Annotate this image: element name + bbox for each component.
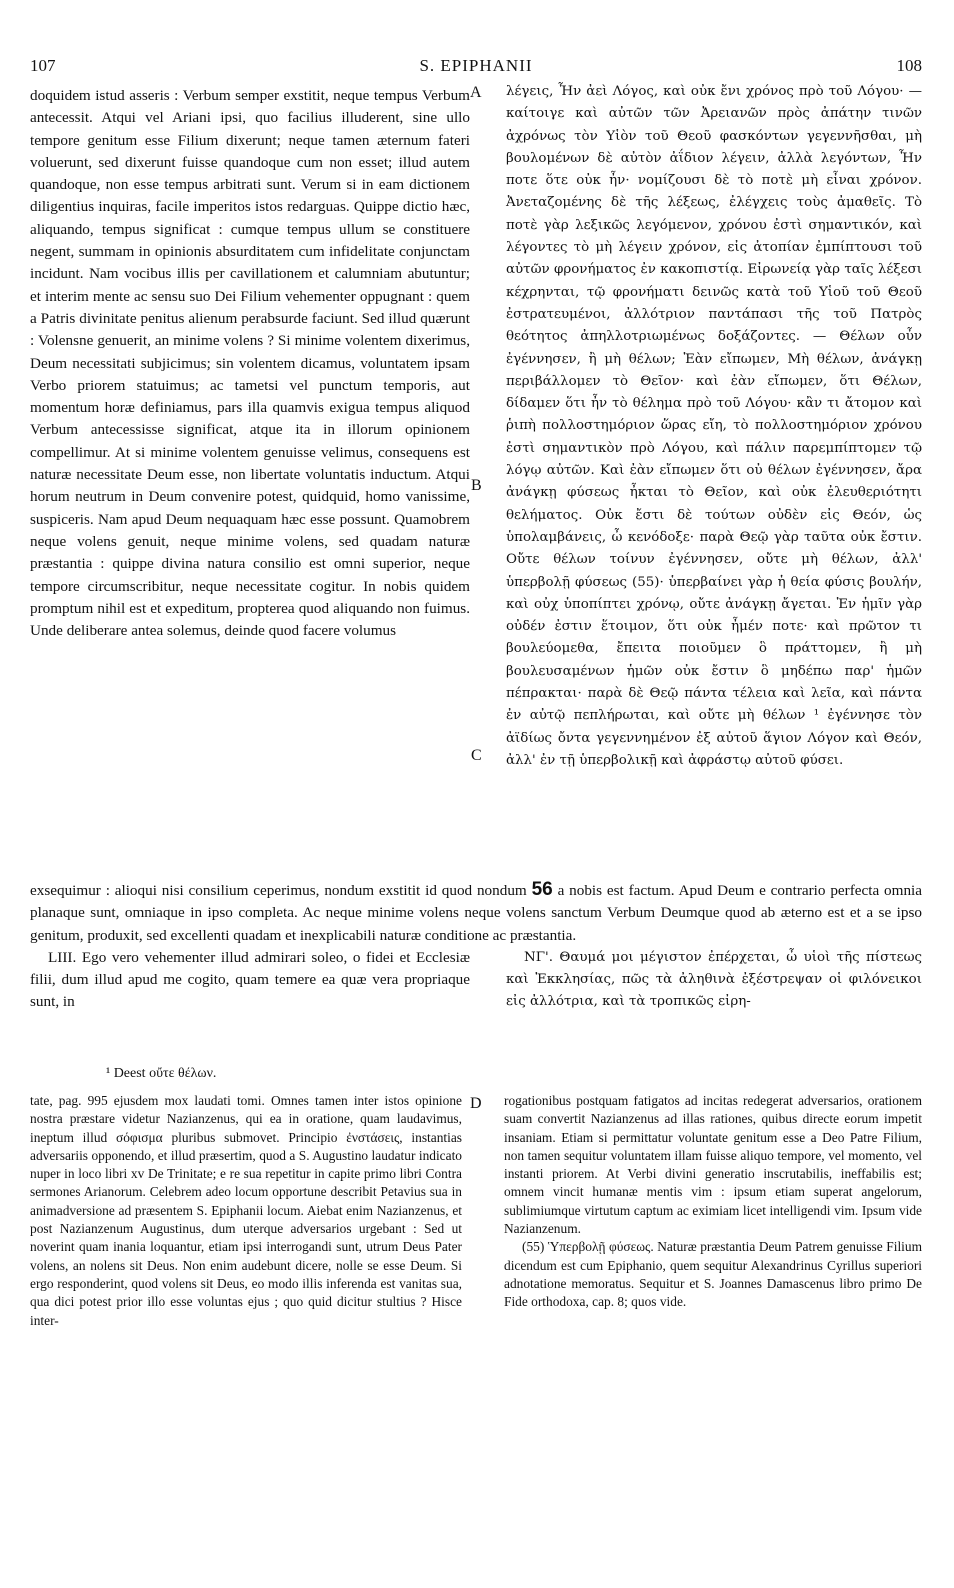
notes-right-text-1: rogationibus postquam fatigatos ad incitas redegerat adversarios, orationem suam convertit Nazianzenus ad illas rationes, quibus directe eorum impetit insaniam. Etiam si permittatur voluntate genitum esse a Deo Patre Filium, non tamen sequitur voluntatem illam fuisse aliquo tempore, vel momento, vel instanti priorem. At Verbi divini generatio inscrutabilis, ineffabilis est; omnem vincit humanæ mentis vim : ipsum etiam superat angelorum, sublimiumque virtutum captum ac eximiam licet intelligendi vim. Ipsum vide Nazianzenum. [504, 1093, 922, 1237]
notes-right-text-2: (55) Ὑπερβολῇ φύσεως. Naturæ præstantia Deum Patrem genuisse Filium dicendum est cum Epiphanio, quem sequitur Alexandrinus Cyrillus superiori adnotatione memoratus. Sequitur et S. Joannes Damascenus libro primo De Fide orthodoxa, cap. 8; quos vide. [504, 1239, 922, 1310]
section-liii-latin: LIII. Ego vero vehementer illud admirari soleo, o fidei et Ecclesiæ filii, dum illud apud me cogito, quam temere ea quæ vera propriaque sunt, in [30, 948, 470, 1011]
full-width-paragraph [30, 879, 922, 947]
margin-marker-a: A [470, 84, 482, 101]
latin-text: doquidem istud asseris : Verbum semper exstitit, neque tempus Verbum antecessit. Atqui vel Ariani ipsi, quo facilius illuderent, sine ullo tempore genitum esse Filium dixerunt; neque tamen æternum fateri voluerunt, sed dixerunt fuisse quandoque cum non esset; illud autem quandoque, non esse tempus arbitrati sunt. Verum si in eam dictionem diligentius inquiras, facile imperitos istos redarguas. Quippe dictio hæc, aliquando, tempus significat : cumque tempus ullum se constituere negent, summam in opinionis absurditatem cum infidelitate conjunctam incidunt. Nam vocibus illis per cavillationem et calumniam abutuntur; et interim mente ac sensu suo Dei Filium vehementer oppugnant : quem a Patris divinitate penitus alienum perabsurde faciunt. Sed illud quærunt : Volensne genuerit, an minime volens ? Si minime volentem dixerimus, Deum necessitati subjicimus; sin volentem dicamus, voluntatem ipsam Verbo priorem statuimus; ac tametsi vel punctum temporis, aut momentum horæ definiamus, pars illa quamvis exigua tempus aliquod Verbum antecessisse significat, atque ita in illorum opinionem compellimur. At si minime volentem genuisse velimus, consequens est naturæ necessitate Deum esse, non libertate voluntatis inductum. Atqui horum neutrum in Deum convenire potest, quidquid, homo vanissime, suspiceris. Nam apud Deum nequaquam hæc esse possunt. Quamobrem neque volens genuit, neque minime volens, sed quadam naturæ præstantia : quippe divina natura consilio est omni superior, neque tempore circumscribitur, neque necessitate cogitur. In nobis quidem promptum nihil est et expeditum, propterea quod aliquando non fuimus. Unde deliberare antea solemus, deinde quod facere volumus [30, 87, 470, 640]
page-header [30, 56, 922, 80]
page-number-left: 107 [30, 56, 56, 75]
section-liii [30, 947, 922, 1017]
full-width-text-a: exsequimur : alioqui nisi consilium ceperimus, nondum exstitit id quod nondum [30, 882, 527, 899]
notes-left-text: tate, pag. 995 ejusdem mox laudati tomi. Omnes tamen inter istos opinione nostra præstare videtur Nazianzenus, qui ea in oratione, quam laudavimus, ineptum illud σόφισμα pluribus submovet. Principio ἐνστάσεις, instantias adversariis opponendo, et illud præsertim, quod a S. Augustino laudatur indicato nuper in loco libri xv De Trinitate; e re sua repetitur in capite primo libri Contra sermones Arianorum. Celebrem adeo locum opportune describit Petavius sua in animadversione ad præsentem S. Epiphanii locum. Aiebat enim Nazianzenus, et post Nazianzenum Augustinus, dum uterque adversarios urgebant : Sed ut noverint quam inania loquantur, etiam ipsi interrogandi sunt, utrum Deus Pater volens, an nolens sit Deus. Non enim audebunt dicere, nolle se esse Deum. Si ergo responderint, quod volens sit Deus, eo modo illis inferenda est vanitas sua, qua dici potest prior illo esse voluntas ejus ; quo quid dicitur stultius ? Hisce inter- [30, 1093, 462, 1328]
book-page [30, 0, 922, 1588]
margin-marker-b: B [471, 477, 482, 494]
latin-column [30, 85, 470, 642]
margin-marker-d: D [470, 1095, 482, 1112]
full-width-text [30, 879, 922, 1017]
notes-left-column [30, 1092, 462, 1330]
footnote: ¹ Deest οὔτε θέλων. [106, 1066, 217, 1081]
section-liii-greek: ΝΓ'. Θαυμά μοι μέγιστον ἐπέρχεται, ὦ υἱοὶ τῆς πίστεως καὶ Ἐκκλησίας, πῶς τὰ ἀληθινὰ ἐξέστρεψαν οἱ φιλόνεικοι εἰς ἀλλότρια, καὶ τὰ τροπικῶς εἰρη- [506, 949, 922, 1010]
column-number: 56 [531, 879, 553, 900]
greek-column [506, 81, 922, 772]
greek-text: λέγεις, Ἦν ἀεὶ Λόγος, καὶ οὐκ ἔνι χρόνος πρὸ τοῦ Λόγου· — καίτοιγε καὶ αὐτῶν τῶν Ἀρειανῶν πρὸς ἀπάτην τινῶν ἀχρόνως τὸν Υἱὸν τοῦ Θεοῦ φασκόντων γεγεννῆσθαι, μὴ βουλομένων δὲ αὐτὸν ἀΐδιον λέγειν, ἀλλὰ λεγόντων, Ἦν ποτε ὅτε οὐκ ἦν· νομίζουσι δὲ τὸ ποτὲ μὴ εἶναι χρόνον. Ἀνεταζομένης δὲ τῆς λέξεως, ἐλέγχεις τοὺς ἀμαθεῖς. Τὸ ποτὲ γὰρ λεξικῶς λεγόμενον, χρόνου ἐστὶ σημαντικόν, καὶ λέγοντες τὸ μὴ λέγειν χρόνον, εἰς ἀτοπίαν ἐμπίπτουσι τοῦ αὐτῶν φρονήματος ἐν κακοπιστίᾳ. Εἰρωνείᾳ γὰρ ταῖς λέξεσι κέχρηνται, τῷ φρονήματι δεινῶς κατὰ τοῦ Υἱοῦ τοῦ Θεοῦ ἐστρατευμένοι, ἀλλότριον παντάπασι τῆς τοῦ Πατρὸς θεότητος ἀπηλλοτριωμένως δοξάζοντες. — Θέλων οὖν ἐγέννησεν, ἢ μὴ θέλων; Ἐὰν εἴπωμεν, Μὴ θέλων, ἀνάγκῃ περιβάλλομεν τὸ Θεῖον· καὶ ἐὰν εἴπωμεν, ὅτι Θέλων, δίδαμεν ὅτι ἦν τὸ θέλημα πρὸ τοῦ Λόγου· κἂν τι ἄτομον καὶ ῥιπὴ πολλοστημόριον ὥρας εἴη, τὸ πολλοστημόριον χρόνου ἐστὶ σημαντικὸν πρὸ Λόγου, καὶ πάλιν παρεμπίπτομεν τῷ λόγῳ αὐτῶν. Καὶ ἐὰν εἴπωμεν ὅτι οὐ θέλων ἐγέννησεν, ἄρα ἀνάγκῃ φύσεως ἦκται τὸ Θεῖον, καὶ οὐκ ἐλευθεριότητι θελήματος. Οὐκ ἔστι δὲ τούτων οὐδὲν εἰς Θεόν, ὡς ὑπολαμβάνεις, ὦ κενόδοξε· παρὰ Θεῷ γὰρ ταῦτα οὐκ ἔστιν. Οὔτε θέλων τοίνυν ἐγέννησεν, οὔτε μὴ θέλων, ἀλλ' ὑπερβολῇ φύσεως (55)· ὑπερβαίνει γὰρ ἡ θεία φύσις βουλήν, καὶ οὐχ ὑποπίπτει χρόνῳ, οὔτε ἀνάγκῃ ἄγεται. Ἐν ἡμῖν γὰρ οὐδέν ἐστιν ἕτοιμον, ὅτι οὐκ ἦμέν ποτε· καὶ πρῶτον τι βουλεύομεθα, ἔπειτα ποιοῦμεν ὃ πράττομεν, ἢ μὴ βουλευσαμένων ἡμῶν οὐκ ἔστιν ὃ μηδέπω παρ' ἡμῶν πέπρακται· παρὰ δὲ Θεῷ πάντα τέλεια καὶ λεῖα, καὶ πάντα ἐν αὐτῷ πεπλήρωται, καὶ οὔτε μὴ θέλων ¹ ἐγέννησε τὸν ἀϊδίως ὄντα γεγεννημένον ἐξ αὐτοῦ ἅγιον Λόγον καὶ Θεόν, ἀλλ' ἐν τῇ ὑπερβολικῇ καὶ ἀφράστῳ αὐτοῦ φύσει. [506, 84, 922, 768]
margin-marker-c: C [471, 747, 482, 764]
notes-right-column [504, 1092, 922, 1312]
running-title: S. EPIPHANII [419, 56, 533, 75]
page-number-right: 108 [896, 56, 922, 75]
full-width-text-b: a nobis est factum. Apud Deum e contrario perfecta omnia planaque sunt, omniaque in ipso completa. Ac neque minime volens neque volens sanctum Verbum Deumque quod ab æterno est et a se ipso genitum, produxit, sed excellenti quadam et inexplicabili naturæ conditione ac præstantia. [30, 882, 923, 944]
